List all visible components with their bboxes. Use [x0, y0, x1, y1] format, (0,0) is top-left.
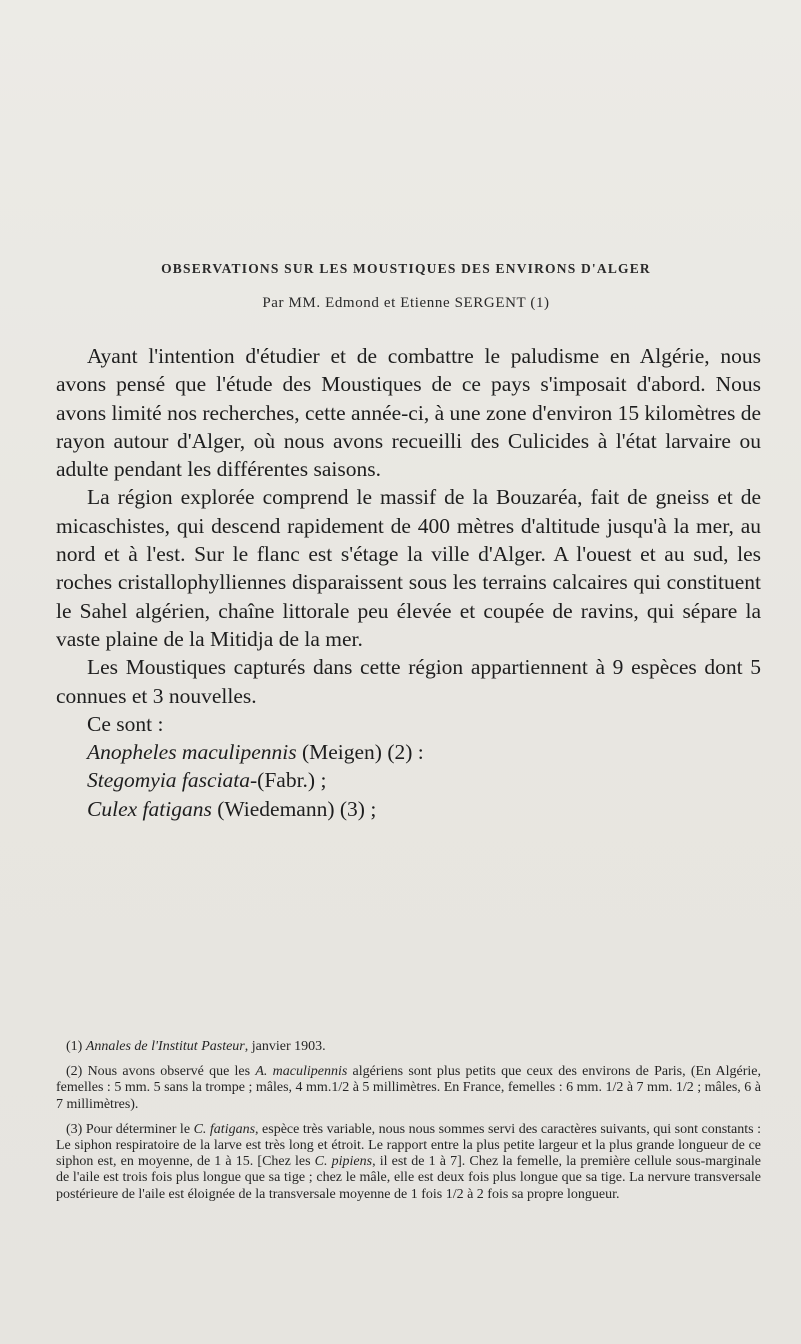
- footnote-2: [56, 1064, 761, 1113]
- paragraph: Les Moustiques capturés dans cette région appartiennent à 9 espèces dont 5 connues et 3 nouvelles.: [56, 655, 761, 708]
- species-name: Culex fatigans: [87, 796, 212, 821]
- species-name: Anopheles maculipennis: [87, 740, 297, 765]
- footnote-text: , il est de 1 à 7]. Chez la femelle, la première cellule sous-marginale de l'aile est trois fois plus longue que sa tige ; chez le mâle, elle est deux fois plus longue que sa tige. La nervure transversale postérieure de l'aile est éloignée de la transversale moyenne de 1 fois 1/2 à 2 fois sa propre longueur.: [56, 1154, 762, 1202]
- running-title: OBSERVATIONS SUR LES MOUSTIQUES DES ENVIRONS D'ALGER: [161, 261, 651, 276]
- paragraph: La région explorée comprend le massif de la Bouzaréa, fait de gneiss et de micaschistes, qui descend rapidement de 400 mètres d'altitude jusqu'à la mer, au nord et à l'est. Sur le flanc est s'étage la ville d'Alger. A l'ouest et au sud, les roches cristallophylliennes disparaissent sous les terrains calcaires qui constituent le Sahel algérien, chaîne littorale peu élevée et coupée de ravins, qui sépare la vaste plaine de la Mitidja de la mer.: [56, 485, 761, 651]
- species-authority: (Wiedemann) (3) ;: [211, 796, 377, 821]
- footnote-text: (3) Pour déterminer le: [66, 1121, 194, 1137]
- footnote-text: , espèce très variable, nous nous sommes servi des caractères suivants, qui sont constants : Le siphon respiratoire de la larve est très long et étroit. Le rapport entre la plus petite largeur et la plus grande longueur de ce siphon est, en moyenne, de 1 à 15. [Chez les: [56, 1121, 761, 1170]
- species-entry: [56, 766, 761, 794]
- footnote-1: [56, 1039, 761, 1055]
- species-authority: -(Fabr.) ;: [250, 768, 327, 793]
- footnotes: [56, 1039, 761, 1212]
- paragraph: Ce sont :: [87, 711, 164, 736]
- footnote-text: , janvier 1903.: [244, 1039, 326, 1054]
- species-entry: [56, 738, 761, 766]
- species-authority: (Meigen) (2) :: [296, 740, 424, 765]
- species-entry: [56, 795, 761, 823]
- footnote-number: (1): [66, 1039, 86, 1054]
- journal-title: Annales de l'Institut Pasteur: [85, 1039, 245, 1054]
- species-name: C. pipiens: [314, 1154, 373, 1170]
- article-body: [56, 342, 761, 823]
- footnote-3: [56, 1122, 761, 1203]
- species-name: A. maculipennis: [255, 1064, 348, 1080]
- footnote-text: (2) Nous avons observé que les: [66, 1064, 256, 1080]
- author-byline: Par MM. Edmond et Etienne SERGENT (1): [262, 295, 550, 311]
- footnote-text: algériens sont plus petits que ceux des environs de Paris, (En Algérie, femelles : 5 mm. 5 sans la trompe ; mâles, 4 mm.1/2 à 5 millimètres. En France, femelles : 6 mm. 1/2 à 7 mm. 1/2 ; mâles, 6 à 7 millimètres).: [56, 1064, 761, 1112]
- species-name: C. fatigans: [193, 1121, 256, 1137]
- species-name: Stegomyia fasciata: [87, 768, 251, 793]
- paragraph: Ayant l'intention d'étudier et de combattre le paludisme en Algérie, nous avons pensé que l'étude des Moustiques de ce pays s'imposait d'abord. Nous avons limité nos recherches, cette année-ci, à une zone d'environ 15 kilomètres de rayon autour d'Alger, où nous avons recueilli des Culicides à l'état larvaire ou adulte pendant les différentes saisons.: [56, 344, 761, 482]
